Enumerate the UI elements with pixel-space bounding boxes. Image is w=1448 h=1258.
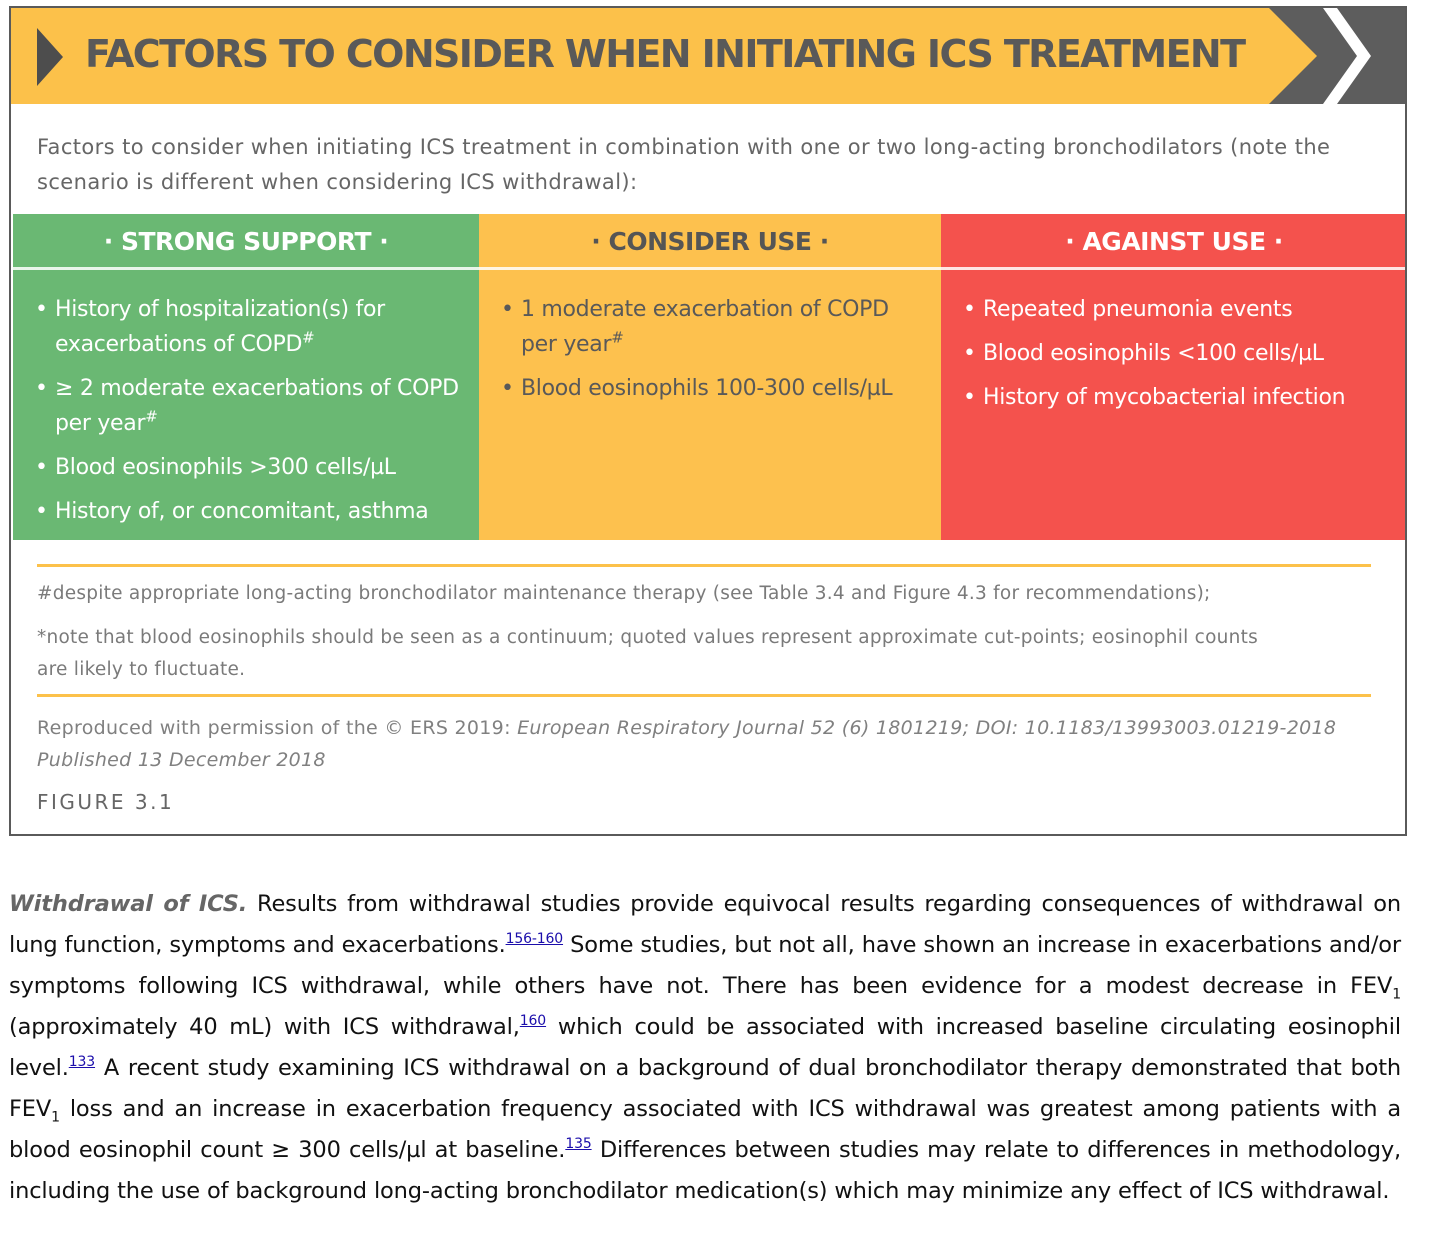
bullet-icon: • [963, 297, 976, 322]
criteria-list [35, 292, 469, 538]
list-item [35, 494, 469, 529]
item-marker: # [611, 328, 624, 347]
paragraph-text: loss and an increase in exacerbation frequency associated with ICS withdrawal was greatest among patients with a blood eosinophil count ≥ 300 cells/µl at baseline. [9, 1096, 1401, 1163]
paragraph-lead: Withdrawal of ICS. [9, 891, 248, 917]
item-text: Repeated pneumonia events [983, 297, 1293, 322]
reference-link[interactable]: 160 [519, 1013, 547, 1029]
list-item [963, 292, 1397, 327]
figure-3-1 [9, 6, 1407, 836]
figure-label: FIGURE 3.1 [37, 790, 175, 814]
list-item [35, 450, 469, 485]
footnote-hash: #despite appropriate long-acting bronchodilator maintenance therapy (see Table 3.4 and Figure 4.3 for recommendations); [37, 583, 1211, 604]
bullet-icon: • [963, 385, 976, 410]
column-strong-support [13, 214, 479, 540]
paragraph-text: which could be associated with increased baseline circulating eosinophil level. [9, 1014, 1401, 1081]
paragraph-text: Differences between studies may relate to differences in methodology, including the use of background long-acting bronchodilator medication(s) which may minimize any effect of ICS withdrawal. [9, 1137, 1401, 1204]
list-item [35, 371, 469, 441]
column-header: · AGAINST USE · [941, 214, 1407, 270]
triangle-right-icon [37, 28, 63, 86]
divider [37, 694, 1371, 697]
item-text: ≥ 2 moderate exacerbations of COPD per year [55, 376, 459, 436]
figure-credit [37, 712, 1337, 776]
bullet-icon: • [35, 499, 48, 524]
bullet-icon: • [35, 376, 48, 401]
item-text: Blood eosinophils <100 cells/µL [983, 341, 1324, 366]
item-text: History of, or concomitant, asthma [55, 499, 429, 524]
title-banner [11, 8, 1407, 104]
criteria-list [963, 292, 1397, 424]
figure-intro: Factors to consider when initiating ICS treatment in combination with one or two long-acting bronchodilators (note the scenario is different when considering ICS withdrawal): [37, 135, 1331, 194]
body-paragraph [9, 884, 1401, 1212]
column-header: · STRONG SUPPORT · [13, 214, 479, 270]
bullet-icon: • [35, 455, 48, 480]
paragraph-text: (approximately 40 mL) with ICS withdrawal, [9, 1014, 520, 1040]
item-text: Blood eosinophils >300 cells/µL [55, 455, 396, 480]
figure-title: FACTORS TO CONSIDER WHEN INITIATING ICS TREATMENT [85, 32, 1245, 76]
bullet-icon: • [35, 297, 48, 322]
list-item [963, 336, 1397, 371]
bullet-icon: • [501, 297, 514, 322]
divider [37, 564, 1371, 567]
reference-link[interactable]: 135 [565, 1136, 592, 1152]
credit-citation: European Respiratory Journal 52 (6) 1801219; DOI: 10.1183/13993003.01219-2018 Published 13 December 2018 [37, 717, 1337, 771]
credit-text: Reproduced with permission of the © ERS 2019: [37, 717, 511, 739]
criteria-list [501, 292, 931, 415]
list-item [501, 292, 931, 362]
paragraph-text: Results from withdrawal studies provide equivocal results regarding consequences of withdrawal on lung function, symptoms and exacerbations. [9, 891, 1401, 958]
footnote-asterisk: *note that blood eosinophils should be seen as a continuum; quoted values represent approximate cut-points; eosinophil counts are likely to fluctuate. [37, 627, 1258, 680]
list-item [963, 380, 1397, 415]
paragraph-text: Some studies, but not all, have shown an increase in exacerbations and/or symptoms following ICS withdrawal, while others have not. There has been evidence for a modest decrease in FEV [9, 932, 1401, 999]
item-marker: # [302, 328, 315, 347]
chevron-right-icon [1323, 8, 1371, 104]
item-text: History of mycobacterial infection [983, 385, 1346, 410]
paragraph-text: A recent study examining ICS withdrawal on a background of dual bronchodilator therapy demonstrated that both FEV [9, 1055, 1401, 1122]
bullet-icon: • [501, 376, 514, 401]
reference-link[interactable]: 133 [68, 1054, 96, 1070]
bullet-icon: • [963, 341, 976, 366]
column-header: · CONSIDER USE · [479, 214, 941, 270]
subscript: 1 [1392, 986, 1401, 1003]
column-consider-use [479, 214, 941, 540]
column-against-use [941, 214, 1407, 540]
list-item [35, 292, 469, 362]
item-text: History of hospitalization(s) for exacerbations of COPD [55, 297, 385, 357]
list-item [501, 371, 931, 406]
reference-link[interactable]: 156-160 [505, 931, 564, 947]
item-text: 1 moderate exacerbation of COPD per year [521, 297, 889, 357]
subscript: 1 [51, 1109, 60, 1126]
item-text: Blood eosinophils 100-300 cells/µL [521, 376, 893, 401]
item-marker: # [145, 407, 158, 426]
